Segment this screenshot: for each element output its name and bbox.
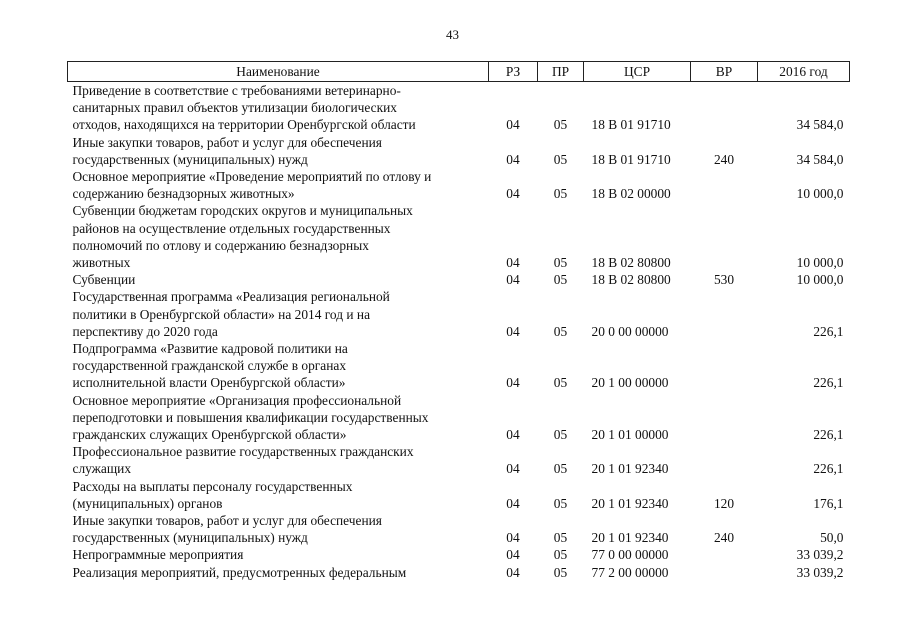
row-csr: 20 1 01 00000 <box>591 427 669 443</box>
row-pr: 05 <box>553 255 568 271</box>
row-name <box>68 478 489 512</box>
row-csr: 18 В 01 91710 <box>591 117 671 133</box>
row-name <box>68 168 489 202</box>
row-vr <box>691 392 758 444</box>
row-name-text: Профессиональное развитие государственных гражданских служащих <box>72 444 414 477</box>
row-name <box>68 443 489 477</box>
row-amount: 226,1 <box>813 427 844 443</box>
row-vr <box>691 288 758 340</box>
row-amount: 50,0 <box>820 530 844 546</box>
row-name-text: Основное мероприятие «Организация профессиональной переподготовки и повышения квалификации государственных гражданских служащих Оренбургской области» <box>72 392 429 443</box>
column-header-year: 2016 год <box>758 62 850 82</box>
row-name <box>68 202 489 271</box>
row-name <box>68 564 489 581</box>
row-name-text: Иные закупки товаров, работ и услуг для обеспечения государственных (муниципальных) нужд <box>72 134 382 167</box>
row-csr: 77 2 00 00000 <box>591 564 669 580</box>
row-pr: 05 <box>553 564 568 580</box>
row-name <box>68 392 489 444</box>
column-header-pr: ПР <box>538 62 584 82</box>
column-header-name: Наименование <box>68 62 489 82</box>
table-row <box>68 271 850 288</box>
row-pr: 05 <box>553 117 568 133</box>
table-row <box>68 134 850 168</box>
row-rz: 04 <box>506 427 520 443</box>
table-row <box>68 546 850 563</box>
row-rz: 04 <box>506 375 520 391</box>
row-vr: 530 <box>713 272 735 288</box>
row-amount: 33 039,2 <box>796 564 844 580</box>
row-vr <box>691 168 758 202</box>
row-pr: 05 <box>553 151 568 167</box>
row-amount: 226,1 <box>813 461 844 477</box>
row-rz: 04 <box>506 461 520 477</box>
row-vr <box>691 202 758 271</box>
table-row <box>68 564 850 581</box>
row-rz: 04 <box>506 272 520 288</box>
row-name-text: Подпрограмма «Развитие кадровой политики на государственной гражданской службе в органах исполнительной власти Оренбургской области» <box>72 341 348 391</box>
row-amount: 34 584,0 <box>796 117 844 133</box>
table-row <box>68 288 850 340</box>
row-csr: 77 0 00 00000 <box>591 547 669 563</box>
row-amount: 34 584,0 <box>796 151 844 167</box>
row-name <box>68 271 489 288</box>
row-name <box>68 546 489 563</box>
row-csr: 20 1 00 00000 <box>591 375 669 391</box>
page-number: 43 <box>446 27 459 42</box>
row-rz: 04 <box>506 547 520 563</box>
row-pr: 05 <box>553 495 568 511</box>
row-name-text: Непрограммные мероприятия <box>72 547 244 563</box>
table-header <box>68 62 850 82</box>
row-csr: 20 1 01 92340 <box>591 461 669 477</box>
row-amount: 176,1 <box>813 495 844 511</box>
row-pr: 05 <box>553 461 568 477</box>
row-csr: 18 В 02 80800 <box>591 255 671 271</box>
row-name-text: Иные закупки товаров, работ и услуг для обеспечения государственных (муниципальных) нужд <box>72 513 382 546</box>
row-csr: 20 0 00 00000 <box>591 323 669 339</box>
row-rz: 04 <box>506 255 520 271</box>
column-header-csr: ЦСР <box>584 62 691 82</box>
row-rz: 04 <box>506 530 520 546</box>
row-vr: 240 <box>713 530 735 546</box>
row-amount: 226,1 <box>813 375 844 391</box>
row-csr: 20 1 01 92340 <box>591 530 669 546</box>
table-row <box>68 512 850 546</box>
row-name-text: Реализация мероприятий, предусмотренных федеральным <box>72 564 407 580</box>
row-vr <box>691 564 758 581</box>
row-csr: 18 В 01 91710 <box>591 151 671 167</box>
row-amount: 10 000,0 <box>796 255 844 271</box>
row-name-text: Государственная программа «Реализация региональной политики в Оренбургской области» на 2014 год и на перспективу до 2020 года <box>72 289 390 339</box>
row-vr <box>691 340 758 392</box>
row-amount: 10 000,0 <box>796 272 844 288</box>
row-name <box>68 134 489 168</box>
row-pr: 05 <box>553 427 568 443</box>
table-row <box>68 340 850 392</box>
budget-table <box>67 61 850 581</box>
row-rz: 04 <box>506 117 520 133</box>
row-pr: 05 <box>553 530 568 546</box>
row-amount: 226,1 <box>813 323 844 339</box>
row-vr: 240 <box>713 151 735 167</box>
row-name <box>68 512 489 546</box>
table-row <box>68 202 850 271</box>
row-name-text: Основное мероприятие «Проведение мероприятий по отлову и содержанию безнадзорных животных» <box>72 169 432 202</box>
row-rz: 04 <box>506 564 520 580</box>
row-vr <box>691 546 758 563</box>
row-name-text: Субвенции <box>72 272 136 288</box>
row-pr: 05 <box>553 375 568 391</box>
table-row <box>68 168 850 202</box>
table-row <box>68 82 850 134</box>
row-vr <box>691 443 758 477</box>
row-vr: 120 <box>713 495 735 511</box>
table-row <box>68 478 850 512</box>
column-header-vr: ВР <box>691 62 758 82</box>
row-amount: 10 000,0 <box>796 186 844 202</box>
row-pr: 05 <box>553 547 568 563</box>
row-rz: 04 <box>506 186 520 202</box>
table-row <box>68 443 850 477</box>
row-vr <box>691 82 758 134</box>
row-rz: 04 <box>506 495 520 511</box>
table-body <box>68 82 850 581</box>
row-csr: 20 1 01 92340 <box>591 495 669 511</box>
row-name-text: Расходы на выплаты персоналу государственных (муниципальных) органов <box>72 478 353 511</box>
row-rz: 04 <box>506 323 520 339</box>
row-rz: 04 <box>506 151 520 167</box>
row-csr: 18 В 02 80800 <box>591 272 671 288</box>
row-pr: 05 <box>553 323 568 339</box>
row-csr: 18 В 02 00000 <box>591 186 671 202</box>
column-header-rz: РЗ <box>489 62 538 82</box>
row-amount: 33 039,2 <box>796 547 844 563</box>
row-name <box>68 288 489 340</box>
row-pr: 05 <box>553 186 568 202</box>
row-name <box>68 340 489 392</box>
table-row <box>68 392 850 444</box>
row-name-text: Субвенции бюджетам городских округов и муниципальных районов на осуществление отдельных государственных полномочий по отлову и содержанию безнадзорных животных <box>72 203 413 271</box>
row-name-text: Приведение в соответствие с требованиями ветеринарно- санитарных правил объектов утилизации биологических отходов, находящихся на территории Оренбургской области <box>72 83 416 133</box>
row-name <box>68 82 489 134</box>
row-pr: 05 <box>553 272 568 288</box>
